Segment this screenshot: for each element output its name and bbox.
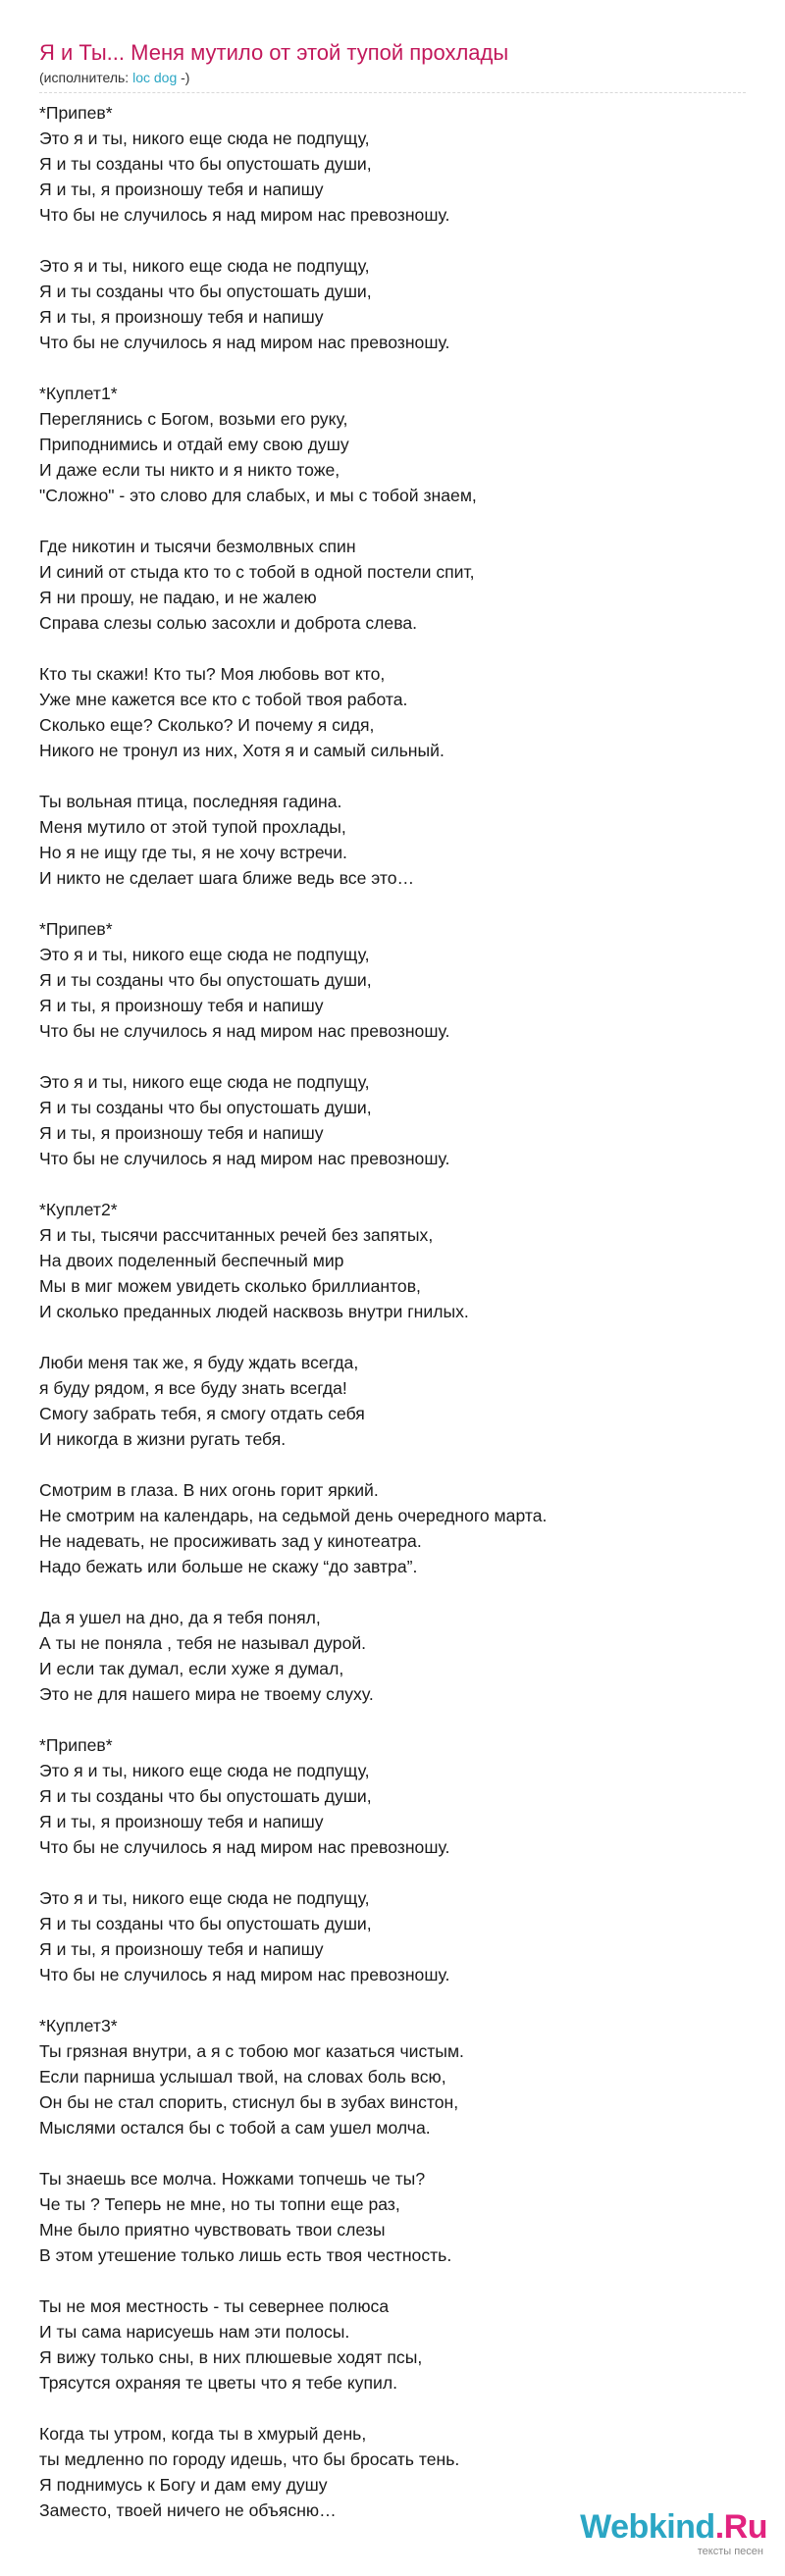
lyric-line: Что бы не случилось я над миром нас превозношу.	[39, 1837, 450, 1857]
lyric-line: Смогу забрать тебя, я смогу отдать себя	[39, 1404, 365, 1423]
logo-subtitle: тексты песен	[697, 2546, 763, 2557]
lyric-blank-line	[39, 1324, 746, 1350]
lyric-blank-line	[39, 1171, 746, 1197]
lyric-line: Кто ты скажи! Кто ты? Моя любовь вот кто,	[39, 664, 386, 684]
lyric-line: Я и ты созданы что бы опустошать души,	[39, 154, 372, 174]
logo-wordmark	[580, 2507, 767, 2547]
lyric-line: Ты вольная птица, последняя гадина.	[39, 792, 342, 811]
lyric-line: Ты грязная внутри, а я с тобою мог казаться чистым.	[39, 2041, 464, 2061]
lyric-line: Я и ты, я произношу тебя и напишу	[39, 307, 324, 327]
lyric-line: *Куплет2*	[39, 1200, 118, 1219]
logo-web: Web	[580, 2508, 649, 2546]
lyric-line: Меня мутило от этой тупой прохлады,	[39, 817, 346, 837]
webkind-logo[interactable]	[571, 2507, 767, 2560]
lyric-line: Это я и ты, никого еще сюда не подпущу,	[39, 945, 370, 964]
lyric-line: Справа слезы солью засохли и доброта слева.	[39, 613, 418, 633]
lyric-line: *Припев*	[39, 1735, 113, 1755]
lyric-line: И если так думал, если хуже я думал,	[39, 1659, 344, 1678]
lyric-blank-line	[39, 636, 746, 661]
lyric-line: Что бы не случилось я над миром нас превозношу.	[39, 333, 450, 352]
lyric-line: Не смотрим на календарь, на седьмой день очередного марта.	[39, 1506, 548, 1525]
lyric-blank-line	[39, 2140, 746, 2166]
lyric-line: Заместо, твоей ничего не объясню…	[39, 2500, 337, 2520]
lyric-line: Никого не тронул из них, Хотя я и самый сильный.	[39, 741, 445, 760]
lyric-line: В этом утешение только лишь есть твоя честность.	[39, 2245, 452, 2265]
lyric-line: ты медленно по городу идешь, что бы бросать тень.	[39, 2449, 460, 2469]
lyric-line: Ты знаешь все молча. Ножками топчешь че ты?	[39, 2169, 426, 2189]
lyrics-text	[39, 100, 746, 2523]
lyric-line: Смотрим в глаза. В них огонь горит яркий.	[39, 1480, 379, 1500]
lyric-line: Приподнимись и отдай ему свою душу	[39, 435, 349, 454]
lyric-line: Не надевать, не просиживать зад у кинотеатра.	[39, 1531, 422, 1551]
lyric-line: Что бы не случилось я над миром нас превозношу.	[39, 205, 450, 225]
lyric-line: Я и ты, я произношу тебя и напишу	[39, 1939, 324, 1959]
lyric-blank-line	[39, 1579, 746, 1605]
lyric-line: Уже мне кажется все кто с тобой твоя работа.	[39, 690, 408, 709]
lyric-line: *Припев*	[39, 103, 113, 123]
artist-prefix: (исполнитель:	[39, 70, 133, 85]
lyric-blank-line	[39, 355, 746, 381]
lyric-blank-line	[39, 1707, 746, 1732]
lyric-line: Я и ты созданы что бы опустошать души,	[39, 1914, 372, 1933]
lyric-line: Мне было приятно чувствовать твои слезы	[39, 2220, 386, 2240]
lyric-line: Это не для нашего мира не твоему слуху.	[39, 1684, 374, 1704]
lyric-line: Я и ты, тысячи рассчитанных речей без запятых,	[39, 1225, 434, 1245]
lyric-line: *Куплет1*	[39, 384, 118, 403]
header-divider	[39, 92, 746, 93]
lyric-blank-line	[39, 2396, 746, 2421]
lyric-blank-line	[39, 1860, 746, 1885]
lyric-line: "Сложно" - это слово для слабых, и мы с тобой знаем,	[39, 486, 477, 505]
lyric-line: Надо бежать или больше не скажу “до завтра”.	[39, 1557, 418, 1576]
lyric-blank-line	[39, 763, 746, 789]
lyric-line: Он бы не стал спорить, стиснул бы в зубах винстон,	[39, 2092, 459, 2112]
lyric-line: Мы в миг можем увидеть сколько бриллиантов,	[39, 1276, 421, 1296]
lyric-blank-line	[39, 891, 746, 916]
lyric-line: И синий от стыда кто то с тобой в одной постели спит,	[39, 562, 475, 582]
song-title: Я и Ты... Меня мутило от этой тупой прохлады	[39, 40, 509, 65]
lyric-line: И никогда в жизни ругать тебя.	[39, 1429, 287, 1449]
lyric-blank-line	[39, 508, 746, 534]
lyric-line: Че ты ? Теперь не мне, но ты топни еще раз,	[39, 2194, 400, 2214]
artist-suffix: -)	[177, 70, 190, 85]
lyric-blank-line	[39, 1044, 746, 1069]
lyric-line: Это я и ты, никого еще сюда не подпущу,	[39, 1888, 370, 1908]
lyric-line: Если парниша услышал твой, на словах боль всю,	[39, 2067, 446, 2087]
lyric-line: И ты сама нарисуешь нам эти полосы.	[39, 2322, 350, 2342]
lyric-line: Я и ты созданы что бы опустошать души,	[39, 970, 372, 990]
lyric-line: На двоих поделенный беспечный мир	[39, 1251, 344, 1270]
lyric-line: Я и ты, я произношу тебя и напишу	[39, 1812, 324, 1831]
lyric-line: Я и ты созданы что бы опустошать души,	[39, 1098, 372, 1117]
lyric-line: Что бы не случилось я над миром нас превозношу.	[39, 1149, 450, 1168]
lyric-line: Я и ты созданы что бы опустошать души,	[39, 1786, 372, 1806]
lyric-line: Я ни прошу, не падаю, и не жалею	[39, 588, 317, 607]
lyric-blank-line	[39, 1987, 746, 2013]
lyric-line: Я поднимусь к Богу и дам ему душу	[39, 2475, 328, 2495]
lyric-line: Что бы не случилось я над миром нас превозношу.	[39, 1965, 450, 1984]
lyric-line: Это я и ты, никого еще сюда не подпущу,	[39, 129, 370, 148]
lyric-line: *Куплет3*	[39, 2016, 118, 2035]
lyric-line: Где никотин и тысячи безмолвных спин	[39, 537, 356, 556]
lyric-line: Когда ты утром, когда ты в хмурый день,	[39, 2424, 367, 2444]
lyric-line: Ты не моя местность - ты севернее полюса	[39, 2296, 390, 2316]
lyric-line: А ты не поняла , тебя не называл дурой.	[39, 1633, 367, 1653]
logo-kind: kind	[648, 2508, 715, 2546]
lyric-line: Это я и ты, никого еще сюда не подпущу,	[39, 1761, 370, 1780]
lyric-line: Да я ушел на дно, да я тебя понял,	[39, 1608, 321, 1627]
lyric-line: Это я и ты, никого еще сюда не подпущу,	[39, 256, 370, 276]
lyric-line: Что бы не случилось я над миром нас превозношу.	[39, 1021, 450, 1041]
logo-ru: .Ru	[714, 2508, 767, 2546]
lyric-line: Переглянись с Богом, возьми его руку,	[39, 409, 348, 429]
lyric-blank-line	[39, 1452, 746, 1477]
lyric-line: Я и ты, я произношу тебя и напишу	[39, 180, 324, 199]
lyric-line: Сколько еще? Сколько? И почему я сидя,	[39, 715, 375, 735]
artist-link[interactable]: loc dog	[132, 70, 178, 85]
lyric-line: Я и ты созданы что бы опустошать души,	[39, 282, 372, 301]
lyric-line: Мыслями остался бы с тобой а сам ушел молча.	[39, 2118, 431, 2138]
lyric-line: Я и ты, я произношу тебя и напишу	[39, 1123, 324, 1143]
lyric-line: И сколько преданных людей насквозь внутри гнилых.	[39, 1302, 469, 1321]
lyric-blank-line	[39, 2268, 746, 2293]
lyric-line: Я вижу только сны, в них плюшевые ходят псы,	[39, 2347, 423, 2367]
lyric-line: И даже если ты никто и я никто тоже,	[39, 460, 340, 480]
lyric-line: я буду рядом, я все буду знать всегда!	[39, 1378, 347, 1398]
lyric-line: И никто не сделает шага ближе ведь все это…	[39, 868, 415, 888]
lyric-blank-line	[39, 228, 746, 253]
lyric-line: Я и ты, я произношу тебя и напишу	[39, 996, 324, 1015]
lyric-line: Трясутся охраняя те цветы что я тебе купил.	[39, 2373, 398, 2393]
artist-line	[39, 69, 189, 86]
lyric-line: Это я и ты, никого еще сюда не подпущу,	[39, 1072, 370, 1092]
lyric-line: *Припев*	[39, 919, 113, 939]
lyric-line: Но я не ищу где ты, я не хочу встречи.	[39, 843, 347, 862]
lyric-line: Люби меня так же, я буду ждать всегда,	[39, 1353, 359, 1372]
